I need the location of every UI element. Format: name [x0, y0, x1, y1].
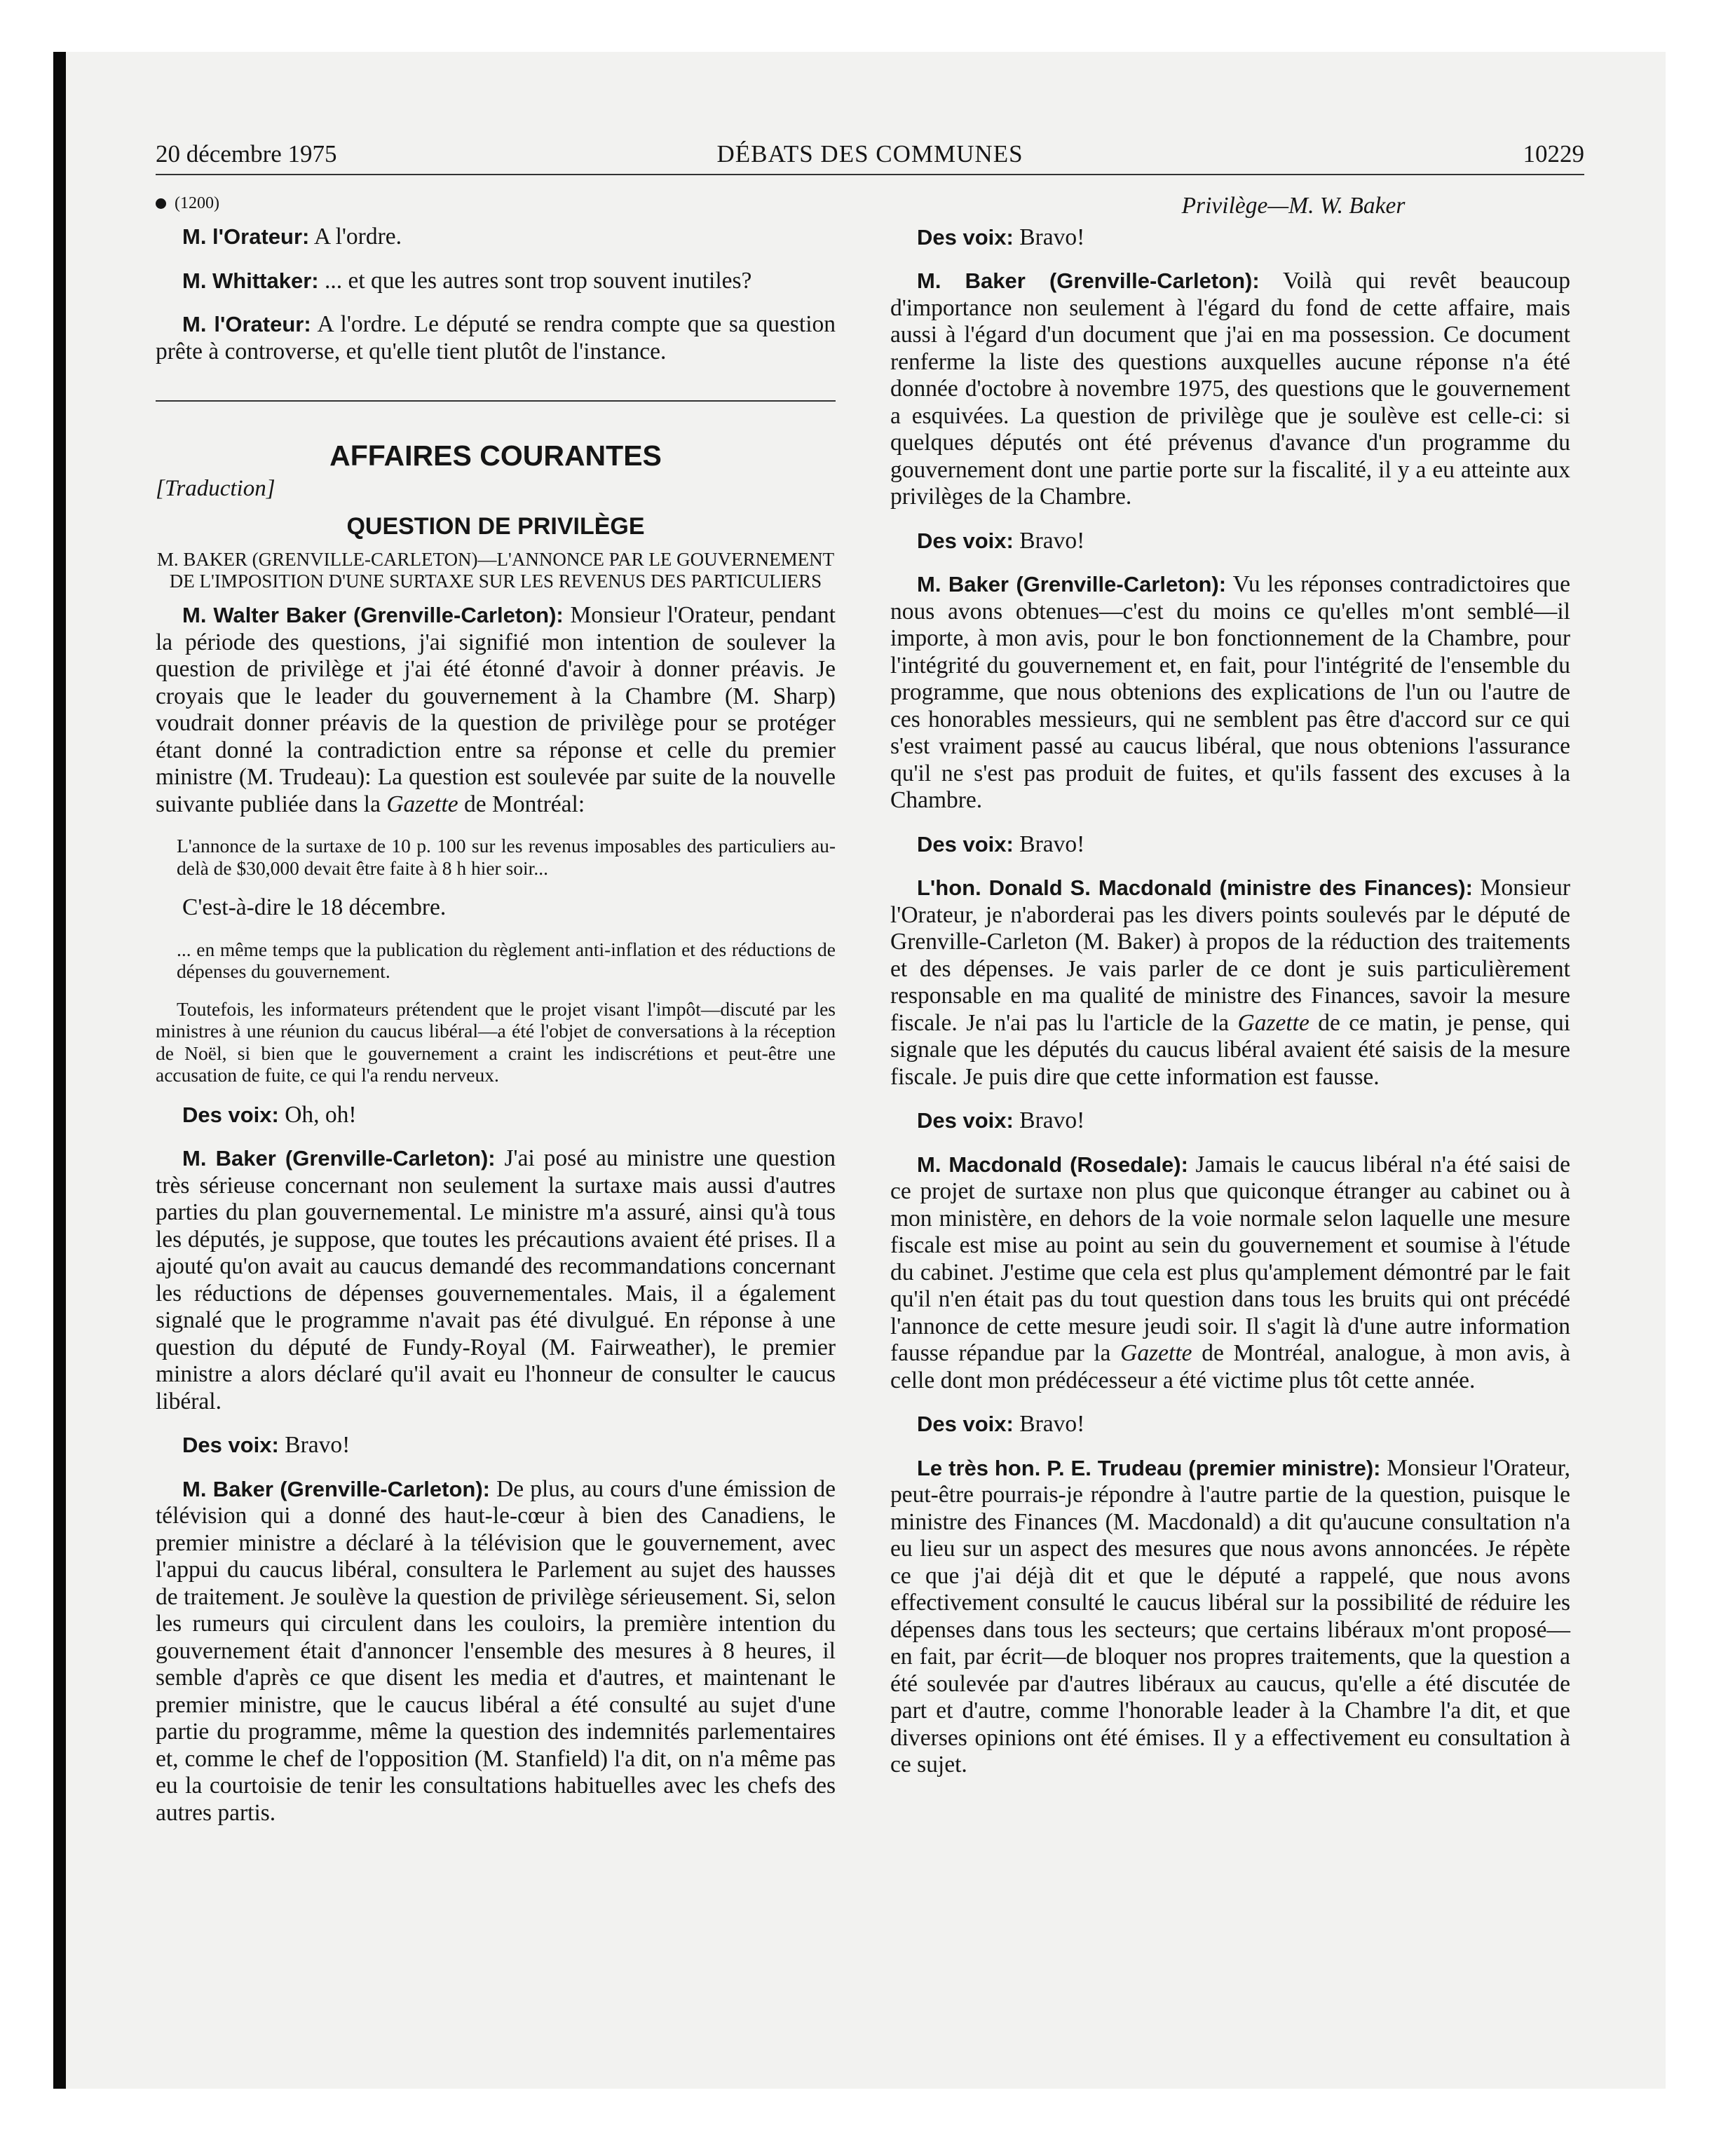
binding-edge	[53, 52, 66, 2089]
speech-text: Monsieur l'Orateur, je n'aborderai pas les divers points soulevés par le député de Grenville-Carleton (M. Baker) à propos de la réduction des traitements et des dépenses. Je vais parler de ce dont je suis particulièrement responsable en ma qualité de ministre des Finances, savoir la mesure fiscale. Je n'ai pas lu l'article de la	[890, 875, 1571, 1036]
speaker-name: Le très hon. P. E. Trudeau (premier ministre):	[917, 1455, 1381, 1480]
page-number: 10229	[1523, 140, 1584, 168]
time-marker	[156, 193, 836, 214]
speaker-name: M. l'Orateur:	[182, 224, 310, 249]
speech-text: de Montréal:	[458, 791, 585, 817]
paragraph	[156, 1102, 836, 1129]
speaker-name: Des voix:	[917, 831, 1014, 857]
paragraph	[156, 311, 836, 365]
speech-text: Bravo!	[1013, 831, 1085, 857]
translation-note: [Traduction]	[156, 476, 275, 501]
paragraph	[156, 268, 836, 295]
speaker-name: M. Walter Baker (Grenville-Carleton):	[182, 603, 564, 627]
subheading: M. BAKER (GRENVILLE-CARLETON)—L'ANNONCE PAR LE GOUVERNEMENT DE L'IMPOSITION D'UNE SURTAXE SUR LES REVENUS DES PARTICULIERS	[156, 549, 835, 592]
speech-text: Jamais le caucus libéral n'a été saisi de ce projet de surtaxe non plus que quiconque étranger au cabinet ou à mon ministère, en dehors de la voie normale selon laquelle une mesure fiscale est mise au point au sein du gouvernement et soumise à l'étude du cabinet. J'estime que cela est plus qu'amplement démontré par le fait qu'il n'en était pas du tout question dans tous les bruits qui ont précédé l'annonce de cette mesure jeudi soir. Il s'agit là d'une autre information fausse répandue par la	[890, 1151, 1570, 1366]
bullet-icon	[156, 198, 166, 209]
paragraph	[890, 1455, 1570, 1779]
paragraph	[156, 602, 836, 818]
time-marker-text: (1200)	[175, 194, 219, 212]
speech-text: Voilà qui revêt beaucoup d'importance non seulement à l'égard du fond de cette affaire, mais aussi à l'égard d'un document que j'ai en ma possession. Ce document renferme la liste des questions auxquelles aucune réponse n'a été donnée d'octobre à novembre 1975, des questions que le gouvernement a esquivées. La question de privilège que je soulève est celle-ci: si quelques députés ont été prévenus d'avance d'un programme du gouvernement dont une partie porte sur la fiscalité, il y a eu atteinte aux privilèges de la Chambre.	[890, 268, 1570, 510]
paragraph	[890, 528, 1570, 555]
paragraph	[156, 1145, 836, 1415]
page-header	[156, 139, 1584, 175]
publication-name: Gazette	[1120, 1340, 1192, 1366]
speech-text: Oh, oh!	[278, 1101, 357, 1128]
right-column	[890, 193, 1570, 1796]
speech-text: ... et que les autres sont trop souvent inutiles?	[318, 267, 752, 294]
speech-text: De plus, au cours d'une émission de télévision qui a donné des haut-le-cœur à bien des Canadiens, le premier ministre a déclaré à la télévision que le gouvernement, avec l'appui du caucus libéral, consultera le Parlement au sujet des hausses de traitement. Je soulève la question de privilège sérieusement. Si, selon les rumeurs qui circulent dans les couloirs, la première intention du gouvernement était d'annoncer l'ensemble des mesures à 8 heures, il semble d'après ce que disent les media et d'autres, et maintenant le premier ministre, que le caucus libéral a été consulté au sujet d'une partie du programme, même la question des indemnités parlementaires et, comme le chef de l'opposition (M. Stanfield) l'a dit, on n'a même pas eu la courtoisie de tenir les consultations habituelles avec les chefs des autres partis.	[156, 1475, 836, 1826]
speech-text: Monsieur l'Orateur, pendant la période des questions, j'ai signifié mon intention de soulever la question de privilège et j'ai été étonné d'avoir à donner préavis. Je croyais que le leader du gouvernement à la Chambre (M. Sharp) voudrait donner préavis de la question de privilège pour se protéger étant donné la contradiction entre sa réponse et celle du premier ministre (M. Trudeau): La question est soulevée par suite de la nouvelle suivante publiée dans la	[156, 602, 836, 817]
subsection-title: QUESTION DE PRIVILÈGE	[346, 513, 645, 540]
paragraph	[890, 831, 1570, 859]
paragraph	[890, 1107, 1570, 1135]
paragraph	[156, 224, 836, 251]
speech-text: de Montréal, analogue, à mon avis, à celle dont mon prédécesseur a été victime plus tôt cette année.	[890, 1340, 1570, 1393]
left-column	[156, 193, 836, 1843]
speaker-name: Des voix:	[182, 1102, 279, 1127]
paragraph	[890, 1411, 1570, 1438]
speaker-name: M. Whittaker:	[182, 268, 319, 293]
speech-text: Bravo!	[1013, 1107, 1085, 1133]
speech-text: A l'ordre.	[309, 224, 402, 250]
speech-text: Bravo!	[1013, 224, 1085, 250]
speaker-name: M. Baker (Grenville-Carleton):	[917, 268, 1260, 293]
speech-text: Bravo!	[278, 1432, 351, 1458]
speech-text: J'ai posé au ministre une question très sérieuse concernant non seulement la surtaxe mais aussi d'autres parties du plan gouvernemental. Le ministre m'a assuré, ainsi qu'à tous les députés, je suppose, que toutes les précautions avaient été prises. Il a ajouté qu'on avait au caucus demandé des recommandations concernant les réductions de dépenses gouvernementales. Mais, il a également signalé que le programme n'avait pas été divulgué. En réponse à une question du député de Fundy-Royal (M. Fairweather), le premier ministre a alors déclaré qu'il avait eu l'honneur de consulter le caucus libéral.	[156, 1145, 836, 1414]
paragraph	[156, 1476, 836, 1827]
quotation: Toutefois, les informateurs prétendent que le projet visant l'impôt—discuté par les ministres à une réunion du caucus libéral—a été l'objet de conversations à la réception de Noël, si bien que le gouvernement a craint les indiscrétions et peut-être une accusation de fuite, ce qui l'a rendu nerveux.	[156, 997, 836, 1086]
speech-text: Monsieur l'Orateur, peut-être pourrais-je répondre à l'autre partie de la question, puisque le ministre des Finances (M. Macdonald) a dit qu'aucune consultation n'a eu lieu sur un aspect des mesures que nous avons annoncées. Je répète ce que j'ai déjà dit et que le député a rappelé, que nous avons effectivement consulté le caucus libéral sur la possibilité de réduire les dépenses dans tous les secteurs; que certains libéraux m'ont proposé—en fait, par écrit—de bloquer nos propres traitements, que la question a été soulevée par d'autres libéraux au caucus, qu'elle a été discutée de part et d'autre, comme l'honorable leader à la Chambre l'a dit, et que diverses opinions ont été émises. Il y a effectivement eu consultation à ce sujet.	[890, 1454, 1570, 1778]
speech-text: Bravo!	[1013, 527, 1085, 554]
quotation: L'annonce de la surtaxe de 10 p. 100 sur les revenus imposables des particuliers au-delà de $30,000 devait être faite à 8 h hier soir...	[177, 835, 836, 879]
paragraph	[890, 875, 1570, 1091]
header-title: DÉBATS DES COMMUNES	[716, 140, 1023, 168]
section-divider	[156, 400, 836, 402]
speaker-name: Des voix:	[917, 1108, 1014, 1133]
publication-name: Gazette	[386, 791, 458, 817]
speaker-name: Des voix:	[917, 528, 1014, 553]
speaker-name: Des voix:	[182, 1433, 279, 1457]
running-head: Privilège—M. W. Baker	[1181, 193, 1406, 219]
paragraph	[890, 224, 1570, 252]
publication-name: Gazette	[1237, 1009, 1309, 1036]
paragraph: C'est-à-dire le 18 décembre.	[182, 894, 447, 920]
speaker-name: M. Baker (Grenville-Carleton):	[917, 572, 1227, 596]
speaker-name: L'hon. Donald S. Macdonald (ministre des Finances):	[917, 875, 1473, 900]
speaker-name: M. l'Orateur:	[182, 312, 311, 336]
paragraph	[890, 571, 1570, 814]
paragraph	[890, 268, 1570, 511]
speaker-name: Des voix:	[917, 224, 1014, 250]
speech-text: Bravo!	[1013, 1411, 1085, 1437]
speaker-name: M. Macdonald (Rosedale):	[917, 1152, 1188, 1177]
speech-text: de ce matin, je pense, qui signale que les députés du caucus libéral avaient été saisis de la mesure fiscale. Je puis dire que cette information est fausse.	[890, 1009, 1570, 1090]
section-title: AFFAIRES COURANTES	[329, 439, 662, 472]
quotation: ... en même temps que la publication du règlement anti-inflation et des réductions de dépenses du gouvernement.	[177, 938, 836, 982]
header-date: 20 décembre 1975	[156, 140, 337, 168]
paragraph	[890, 1152, 1570, 1395]
speaker-name: M. Baker (Grenville-Carleton):	[182, 1476, 490, 1501]
speaker-name: M. Baker (Grenville-Carleton):	[182, 1146, 496, 1171]
speaker-name: Des voix:	[917, 1412, 1014, 1436]
paragraph	[156, 1432, 836, 1459]
speech-text: Vu les réponses contradictoires que nous avons obtenues—c'est du moins ce qu'elles m'ont semblé—il importe, à mon avis, pour le bon fonctionnement de la Chambre, pour l'intégrité du gouvernement et, en fait, pour l'intégrité de l'ensemble du programme, que nous obtenions des explications de l'un ou l'autre de ces honorables messieurs, qui ne semblent pas être d'accord sur ce qui s'est vraiment passé au caucus libéral, que nous obtenions l'assurance qu'il ne s'est pas produit de fuites, et qu'ils fassent des excuses à la Chambre.	[890, 571, 1570, 813]
speech-text: A l'ordre. Le député se rendra compte que sa question prête à controverse, et qu'elle tient plutôt de l'instance.	[156, 311, 836, 364]
